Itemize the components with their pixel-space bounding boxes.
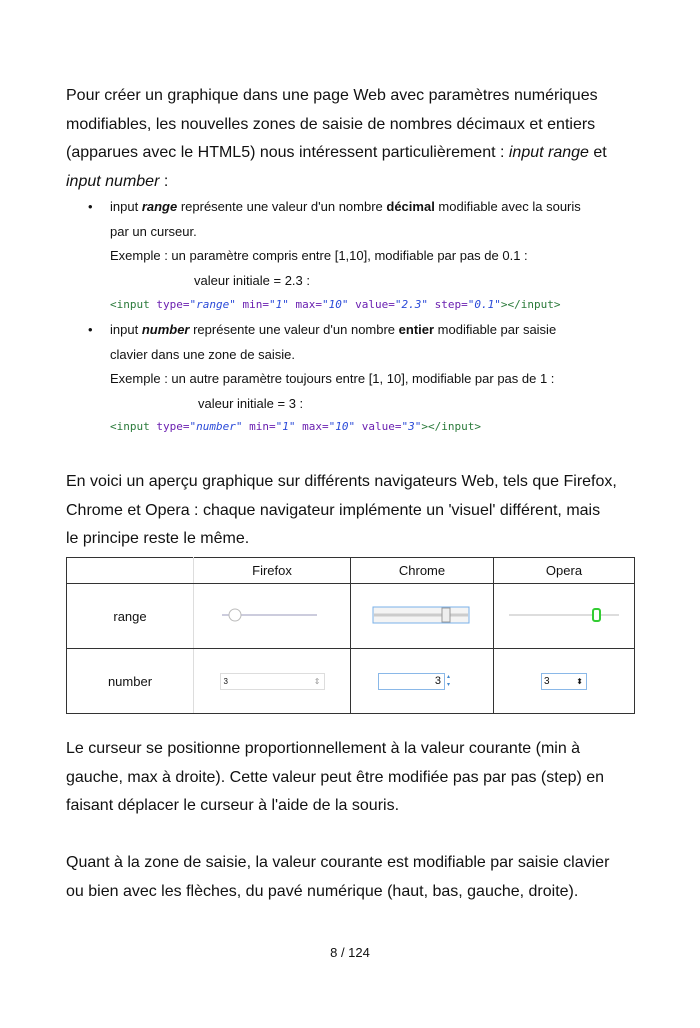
bullet-range xyxy=(110,195,581,293)
text-line: Le curseur se positionne proportionnellement à la valeur courante (min à xyxy=(66,740,581,757)
text: représente une valeur d'un nombre xyxy=(177,199,387,214)
emphasis: input range xyxy=(508,144,589,161)
bullet-dot: • xyxy=(88,322,93,337)
code-range: <input type="range" min="1" max="10" value="2.3" step="0.1"></input> xyxy=(110,298,561,311)
example-text: Exemple : un paramètre compris entre [1,10], modifiable par pas de 0.1 : xyxy=(110,248,528,263)
initial-value-text: valeur initiale = 3 : xyxy=(198,395,304,411)
intro-paragraph xyxy=(66,82,646,196)
chrome-number[interactable]: 3 ▴ ▾ xyxy=(351,649,494,714)
bullet-dot: • xyxy=(88,199,93,214)
text: input xyxy=(110,322,142,337)
text-line: faisant déplacer le curseur à l'aide de la souris. xyxy=(66,797,400,814)
text: : xyxy=(159,172,169,190)
text-line: gauche, max à droite). Cette valeur peut être modifiée pas par pas (step) en xyxy=(66,768,605,786)
strong: décimal xyxy=(386,199,435,214)
header-chrome: Chrome xyxy=(351,558,494,584)
initial-value-text: valeur initiale = 2.3 : xyxy=(194,272,310,288)
text-line: Quant à la zone de saisie, la valeur courante est modifiable par saisie clavier xyxy=(66,854,610,871)
text: modifiable avec la souris xyxy=(434,199,581,214)
text-line: Chrome et Opera : chaque navigateur implémente un 'visuel' différent, mais xyxy=(66,501,601,519)
text: représente une valeur d'un nombre xyxy=(189,322,399,337)
text-line: ou bien avec les flèches, du pavé numérique (haut, bas, gauche, droite). xyxy=(66,882,579,900)
row-label-number: number xyxy=(67,649,194,714)
strong: entier xyxy=(398,322,435,337)
opera-number[interactable]: 3 ⬍ xyxy=(494,649,635,714)
emphasis: range xyxy=(141,199,178,214)
browsers-paragraph xyxy=(66,468,646,554)
cursor-paragraph xyxy=(66,735,646,821)
page-number: 8 / 124 xyxy=(330,945,370,960)
text-line: par un curseur. xyxy=(110,223,197,239)
firefox-range[interactable] xyxy=(194,584,351,649)
text-line: le principe reste le même. xyxy=(66,530,250,547)
text-line: En voici un aperçu graphique sur différents navigateurs Web, tels que Firefox, xyxy=(66,473,617,490)
text-line: clavier dans une zone de saisie. xyxy=(110,346,296,362)
text-line: (apparues avec le HTML5) nous intéressent particulièrement : xyxy=(66,144,509,161)
emphasis: number xyxy=(141,322,190,337)
opera-range[interactable] xyxy=(494,584,635,649)
browser-comparison-table xyxy=(66,557,635,714)
example-text: Exemple : un autre paramètre toujours entre [1, 10], modifiable par pas de 1 : xyxy=(110,371,555,386)
text: et xyxy=(588,144,607,161)
firefox-number[interactable]: 3 ⇕ xyxy=(194,649,351,714)
chrome-range[interactable] xyxy=(351,584,494,649)
emphasis: input number xyxy=(66,172,160,190)
header-firefox: Firefox xyxy=(194,558,351,584)
bullet-number xyxy=(110,318,556,416)
input-paragraph xyxy=(66,849,646,906)
row-label-range: range xyxy=(67,584,194,649)
text: input xyxy=(110,199,142,214)
code-number: <input type="number" min="1" max="10" value="3"></input> xyxy=(110,420,481,433)
text-line: Pour créer un graphique dans une page Web avec paramètres numériques xyxy=(66,87,598,104)
header-cell xyxy=(67,558,194,584)
text: modifiable par saisie xyxy=(434,322,557,337)
header-opera: Opera xyxy=(494,558,635,584)
text-line: modifiables, les nouvelles zones de saisie de nombres décimaux et entiers xyxy=(66,115,596,133)
